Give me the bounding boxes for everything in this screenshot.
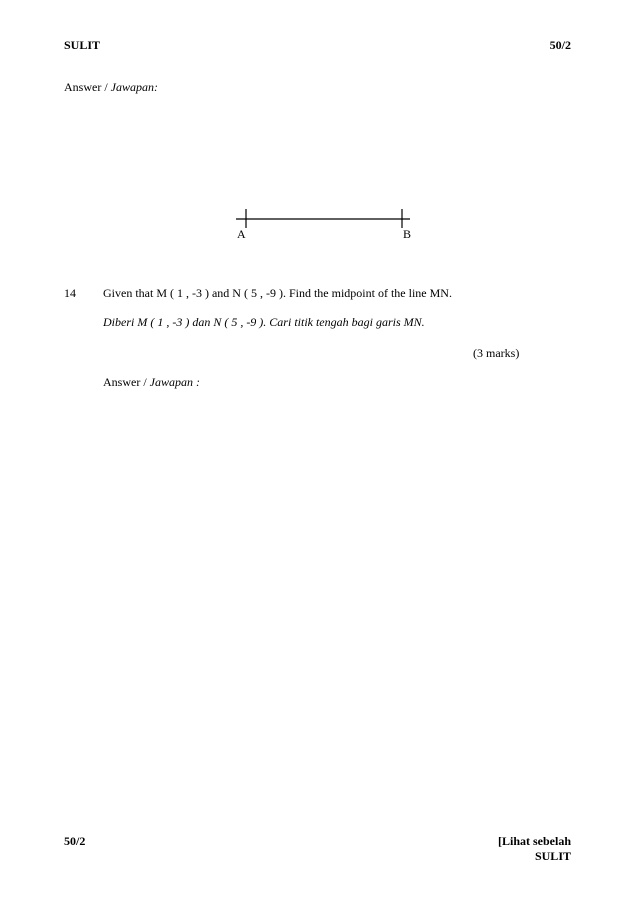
footer-turn-page: [Lihat sebelah (497, 834, 571, 848)
answer-label-1 (64, 80, 158, 95)
answer-label-ms: Jawapan : (149, 375, 200, 389)
question-text-ms: Diberi M ( 1 , -3 ) dan N ( 5 , -9 ). Cari titik tengah bagi garis MN. (103, 315, 425, 329)
answer-label-en: Answer / (103, 375, 150, 389)
answer-label-en: Answer / (64, 80, 111, 94)
question-number: 14 (64, 286, 76, 300)
header-paper-code: 50/2 (549, 38, 571, 52)
footer-sulit: SULIT (534, 849, 571, 863)
point-label-b: B (403, 227, 412, 241)
point-label-a: A (237, 227, 246, 241)
answer-label-ms: Jawapan: (110, 80, 158, 94)
line-segment-ab-diagram (230, 205, 420, 245)
answer-label-2 (103, 375, 200, 390)
question-marks: (3 marks) (473, 346, 520, 360)
question-text-en: Given that M ( 1 , -3 ) and N ( 5 , -9 ). Find the midpoint of the line MN. (103, 286, 452, 300)
header-sulit: SULIT (64, 38, 101, 52)
footer-paper-code: 50/2 (64, 834, 86, 848)
